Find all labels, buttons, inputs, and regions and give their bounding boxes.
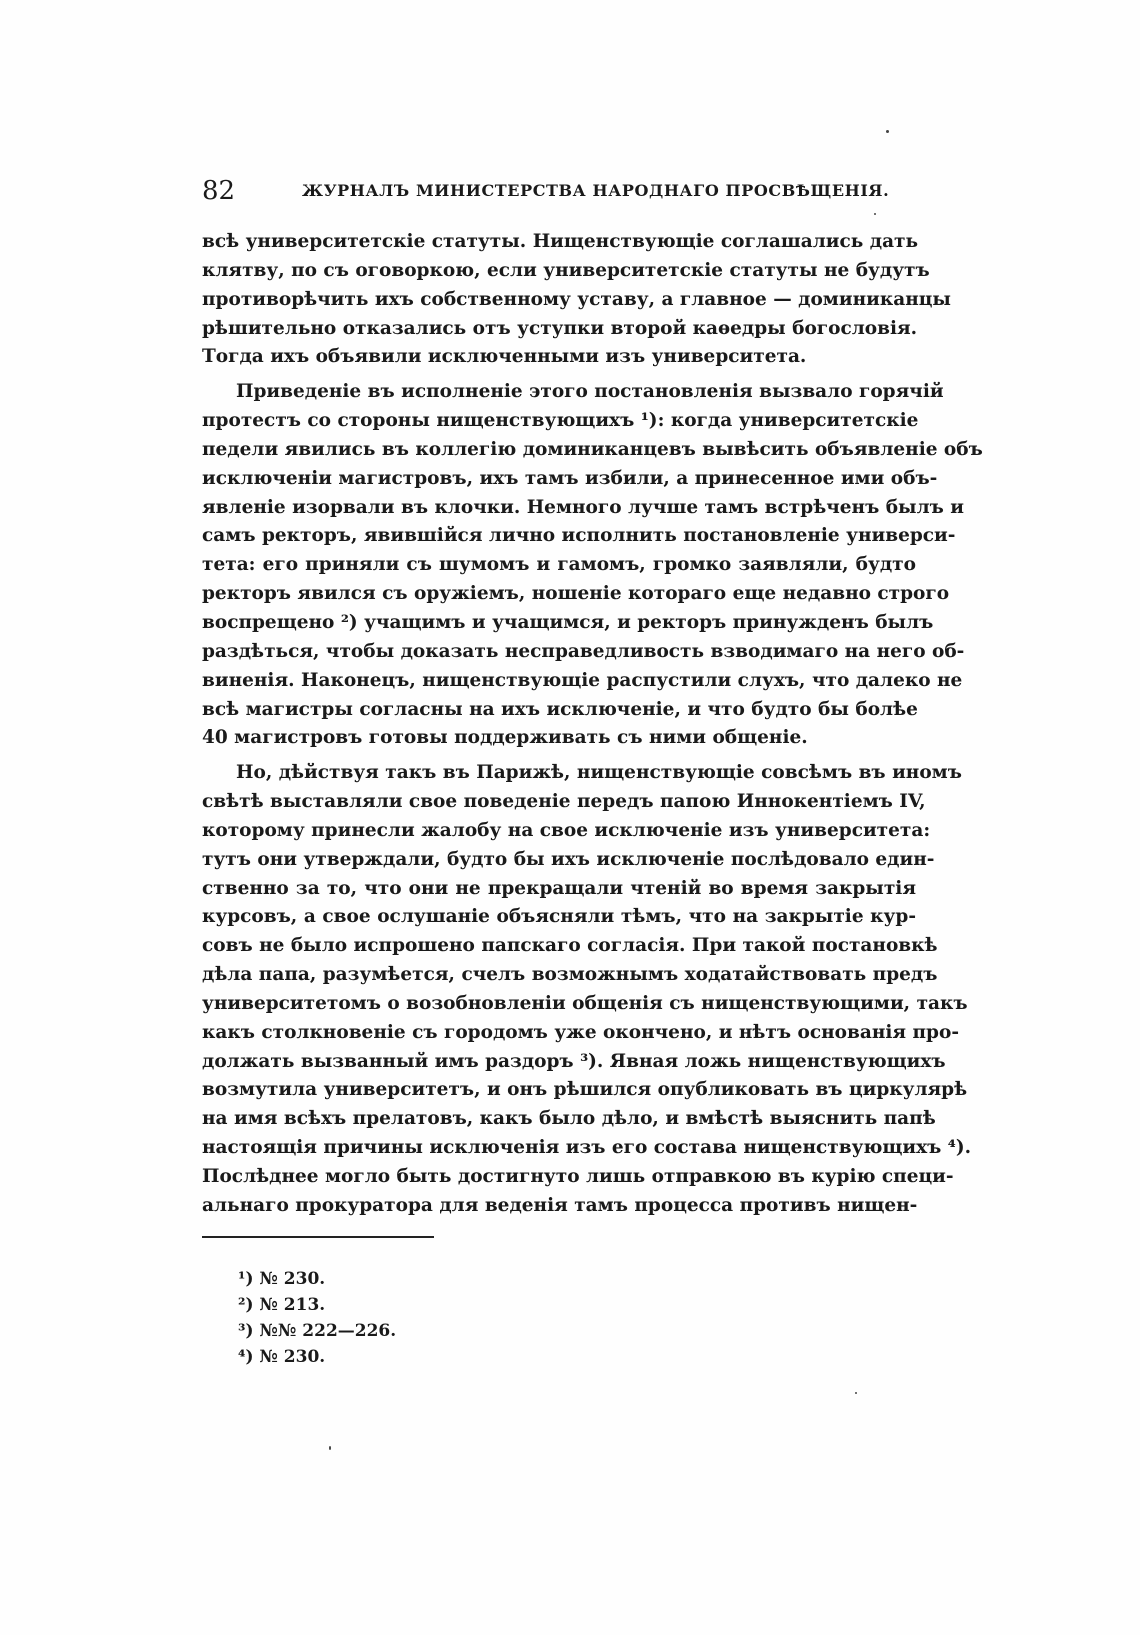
paragraph [202,378,983,753]
footnote: ²) № 213. [238,1295,326,1315]
running-title: ЖУРНАЛЪ МИНИСТЕРСТВА НАРОДНАГО ПРОСВѢЩЕНІЯ. [302,181,890,200]
scan-speck [886,130,889,133]
text-line: должать вызванный имъ раздоръ ³). Явная ложь нищенствующихъ [202,1050,946,1072]
scan-speck [329,1446,331,1450]
text-line: Но, дѣйствуя такъ въ Парижѣ, нищенствующіе совсѣмъ въ иномъ [236,762,962,784]
text-line: воспрещено ²) учащимъ и учащимся, и ректоръ принужденъ былъ [202,611,934,633]
scan-speck [855,1392,857,1394]
text-line: совъ не было испрошено папскаго согласія. При такой постановкѣ [202,935,938,957]
text-line: Послѣднее могло быть достигнуто лишь отправкою въ курію специ- [202,1166,954,1187]
footnotes [238,1266,638,1370]
footnote-rule [202,1236,434,1238]
footnote: ¹) № 230. [238,1269,326,1289]
text-line: которому принесли жалобу на свое исключеніе изъ университета: [202,819,931,841]
text-line: тета: его приняли съ шумомъ и гамомъ, громко заявляли, будто [202,554,916,576]
text-line: дѣла папа, разумѣется, счелъ возможнымъ ходатайствовать предъ [202,964,938,986]
scan-speck [874,213,876,215]
text-line: возмутила университетъ, и онъ рѣшился опубликовать въ циркулярѣ [202,1079,968,1101]
text-line: рѣшительно отказались отъ уступки второй каѳедры богословія. [202,317,918,339]
text-line: раздѣться, чтобы доказать несправедливость взводимаго на него об- [202,640,965,662]
text-line: всѣ магистры согласны на ихъ исключеніе, и что будто бы болѣе [202,698,918,720]
footnote: ⁴) № 230. [238,1347,326,1367]
text-line: на имя всѣхъ прелатовъ, какъ было дѣло, и вмѣстѣ выяснить папѣ [202,1108,936,1130]
text-line: явленіе изорвали въ клочки. Немного лучше тамъ встрѣченъ былъ и [202,496,964,518]
text-line: педели явились въ коллегію доминиканцевъ вывѣсить объявленіе объ [202,438,983,460]
text-line: какъ столкновеніе съ городомъ уже окончено, и нѣтъ основанія про- [202,1021,960,1043]
text-line: университетомъ о возобновленіи общенія съ нищенствующими, такъ [202,992,968,1014]
text-line: исключеніи магистровъ, ихъ тамъ избили, а принесенное ими объ- [202,467,938,489]
text-line: 40 магистровъ готовы поддерживать съ ними общеніе. [202,727,808,749]
text-line: ственно за то, что они не прекращали чтеній во время закрытія [202,877,916,899]
page-number: 82 [202,176,236,206]
paragraph [202,228,951,372]
running-header [202,176,892,206]
text-line: альнаго прокуратора для веденія тамъ процесса противъ нищен- [202,1194,918,1216]
text-line: противорѣчить ихъ собственному уставу, а главное — доминиканцы [202,288,951,310]
text-line: всѣ университетскіе статуты. Нищенствующіе соглашались дать [202,231,919,252]
text-line: виненія. Наконецъ, нищенствующіе распустили слухъ, что далеко не [202,669,963,691]
text-line: клятву, по съ оговоркою, если университетскіе статуты не будутъ [202,259,930,281]
text-line: свѣтѣ выставляли свое поведеніе передъ папою Иннокентіемъ IV, [202,791,926,813]
paragraph [202,759,972,1221]
text-line: Тогда ихъ объявили исключенными изъ университета. [202,346,807,368]
text-line: ректоръ явился съ оружіемъ, ношеніе котораго еще недавно строго [202,583,950,605]
body-text [202,228,983,1221]
text-line: курсовъ, а свое ослушаніе объясняли тѣмъ, что на закрытіе кур- [202,906,916,928]
text-line: тутъ они утверждали, будто бы ихъ исключеніе послѣдовало един- [202,848,935,870]
text-line: Приведеніе въ исполненіе этого постановленія вызвало горячій [236,381,944,403]
text-line: протестъ со стороны нищенствующихъ ¹): когда университетскіе [202,410,919,432]
text-line: самъ ректоръ, явившійся лично исполнить постановленіе универси- [202,525,956,547]
text-line: настоящія причины исключенія изъ его состава нищенствующихъ ⁴). [202,1137,972,1159]
footnote: ³) №№ 222—226. [238,1321,397,1341]
